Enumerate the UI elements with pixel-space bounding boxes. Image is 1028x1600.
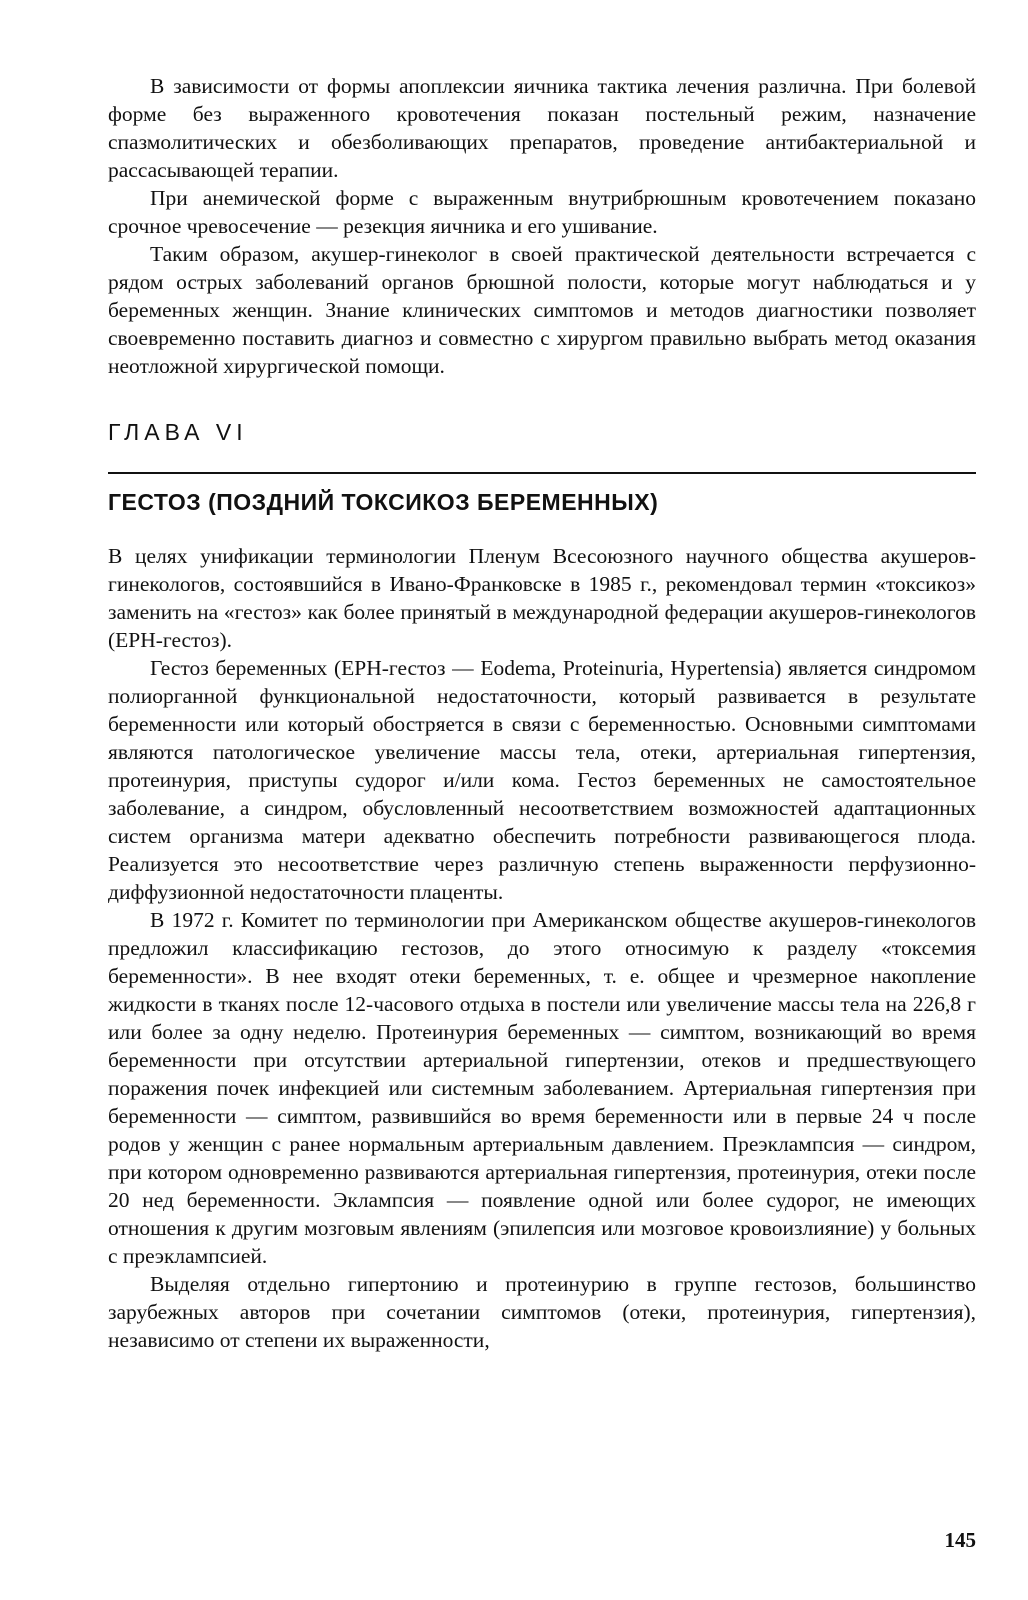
intro-section [108,72,976,380]
chapter-section [108,542,976,1354]
paragraph: Гестоз беременных (ЕРН-гестоз — Eodema, Proteinuria, Hypertensia) является синдромом полиорганной функциональной недостаточности, который развивается в результате беременности или который обостряется в связи с беременностью. Основными симптомами являются патологическое увеличение массы тела, отеки, артериальная гипертензия, протеинурия, приступы судорог и/или кома. Гестоз беременных не самостоятельное заболевание, а синдром, обусловленный несоответствием возможностей адаптационных систем организма матери адекватно обеспечить потребности развивающегося плода. Реализуется это несоответствие через различную степень выраженности перфузионно-диффузионной недостаточности плаценты. [108,656,976,904]
paragraph: В целях унификации терминологии Пленум Всесоюзного научного общества акушеров-гинекологов, состоявшийся в Ивано-Франковске в 1985 г., рекомендовал термин «токсикоз» заменить на «гестоз» как более принятый в международной федерации акушеров-гинекологов (ЕРН-гестоз). [108,544,976,652]
paragraph: При анемической форме с выраженным внутрибрюшным кровотечением показано срочное чревосечение — резекция яичника и его ушивание. [108,186,976,238]
chapter-label: ГЛАВА VI [108,419,248,445]
paragraph: В 1972 г. Комитет по терминологии при Американском обществе акушеров-гинекологов предложил классификацию гестозов, до этого относимую к разделу «токсемия беременности». В нее входят отеки беременных, т. е. общее и чрезмерное накопление жидкости в тканях после 12-часового отдыха в постели или увеличение массы тела на 226,8 г или более за одну неделю. Протеинурия беременных — симптом, возникающий во время беременности при отсутствии артериальной гипертензии, отеков и предшествующего поражения почек инфекцией или системным заболеванием. Артериальная гипертензия при беременности — симптом, развившийся во время беременности или в первые 24 ч после родов у женщин с ранее нормальным артериальным давлением. Преэклампсия — синдром, при котором одновременно развиваются артериальная гипертензия, протеинурия, отеки после 20 нед беременности. Эклампсия — появление одной или более судорог, не имеющих отношения к другим мозговым явлениям (эпилепсия или мозговое кровоизлияние) у больных с преэклампсией. [108,908,976,1268]
chapter-divider [108,472,976,474]
paragraph: В зависимости от формы апоплексии яичника тактика лечения различна. При болевой форме без выраженного кровотечения показан постельный режим, назначение спазмолитических и обезболивающих препаратов, проведение антибактериальной и рассасывающей терапии. [108,74,976,182]
page-number: 145 [944,1528,976,1552]
chapter-title: ГЕСТОЗ (ПОЗДНИЙ ТОКСИКОЗ БЕРЕМЕННЫХ) [108,489,659,515]
paragraph: Таким образом, акушер-гинеколог в своей практической деятельности встречается с рядом острых заболеваний органов брюшной полости, которые могут наблюдаться и у беременных женщин. Знание клинических симптомов и методов диагностики позволяет своевременно поставить диагноз и совместно с хирургом правильно выбрать метод оказания неотложной хирургической помощи. [108,242,976,378]
book-page [108,72,976,1354]
paragraph: Выделяя отдельно гипертонию и протеинурию в группе гестозов, большинство зарубежных авторов при сочетании симптомов (отеки, протеинурия, гипертензия), независимо от степени их выраженности, [108,1272,976,1352]
